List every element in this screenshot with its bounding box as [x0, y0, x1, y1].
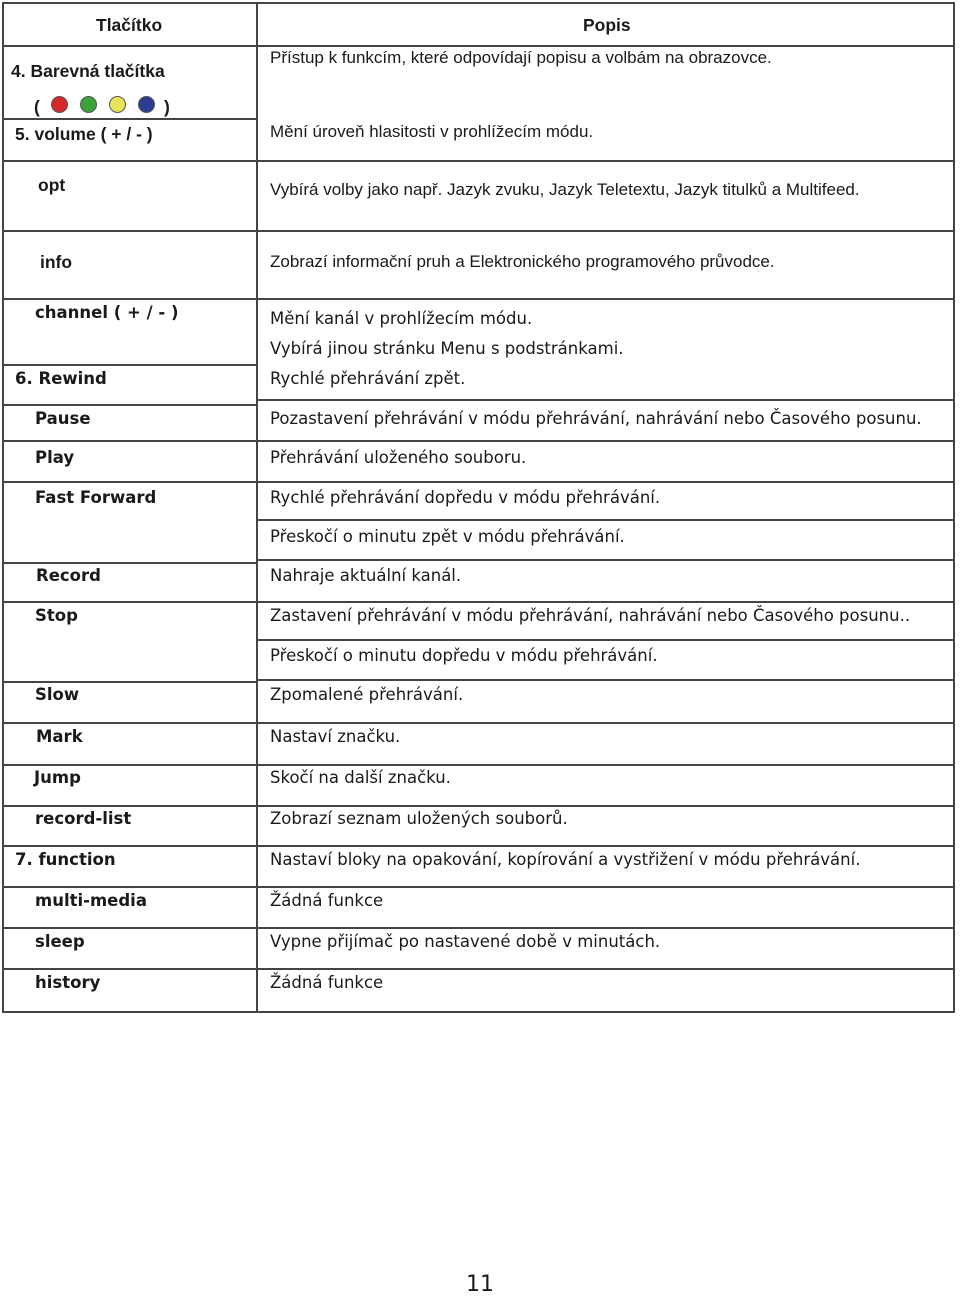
row-divider: [2, 160, 955, 162]
row-divider: [2, 968, 955, 970]
row-divider: [2, 886, 955, 888]
colored-buttons-description: Přístup k funkcím, které odpovídají popisu a volbám na obrazovce.: [270, 48, 772, 67]
pause-label: Pause: [35, 409, 91, 428]
row-divider: [2, 298, 955, 300]
history-description: Žádná funkce: [270, 973, 384, 992]
sleep-description: Vypne přijímač po nastavené době v minutách.: [270, 932, 661, 951]
pause-description: Pozastavení přehrávání v módu přehrávání, nahrávání nebo Časového posunu.: [270, 409, 922, 428]
rewind-label: 6. Rewind: [15, 369, 107, 388]
row-divider: [2, 722, 955, 724]
fast-forward-label: Fast Forward: [35, 488, 157, 507]
mark-description: Nastaví značku.: [270, 727, 401, 746]
row-divider: [256, 519, 955, 521]
volume-label: 5. volume ( + / - ): [15, 124, 153, 144]
row-divider: [256, 399, 955, 401]
mark-label: Mark: [36, 727, 83, 746]
play-description: Přehrávání uloženého souboru.: [270, 448, 527, 467]
jump-description: Skočí na další značku.: [270, 768, 451, 787]
close-paren: ): [164, 97, 170, 117]
opt-label: opt: [38, 175, 66, 195]
channel-description-2: Vybírá jinou stránku Menu s podstránkami.: [270, 339, 624, 358]
row-divider: [2, 927, 955, 929]
skip-back-description: Přeskočí o minutu zpět v módu přehrávání.: [270, 527, 625, 546]
row-divider: [2, 601, 955, 603]
yellow-button-icon: [109, 96, 126, 113]
blue-button-icon: [138, 96, 155, 113]
volume-description: Mění úroveň hlasitosti v prohlížecím módu.: [270, 122, 594, 141]
column-header-description: Popis: [583, 15, 631, 35]
row-divider: [256, 559, 955, 561]
row-divider: [2, 481, 955, 483]
rewind-description: Rychlé přehrávání zpět.: [270, 369, 466, 388]
row-divider: [2, 681, 258, 683]
row-divider: [256, 679, 955, 681]
opt-description: Vybírá volby jako např. Jazyk zvuku, Jazyk Teletextu, Jazyk titulků a Multifeed.: [270, 180, 860, 199]
history-label: history: [35, 973, 101, 992]
column-header-button: Tlačítko: [96, 15, 163, 35]
column-divider: [256, 2, 258, 1013]
row-divider: [2, 562, 258, 564]
stop-description: Zastavení přehrávání v módu přehrávání, nahrávání nebo Časového posunu..: [270, 606, 911, 625]
skip-forward-description: Přeskočí o minutu dopředu v módu přehrávání.: [270, 646, 658, 665]
row-divider: [2, 118, 258, 120]
multi-media-description: Žádná funkce: [270, 891, 384, 910]
red-button-icon: [51, 96, 68, 113]
colored-buttons-label: 4. Barevná tlačítka: [11, 61, 165, 81]
header-divider: [2, 45, 955, 47]
row-divider: [2, 364, 258, 366]
sleep-label: sleep: [35, 932, 85, 951]
multi-media-label: multi-media: [35, 891, 147, 910]
play-label: Play: [35, 448, 75, 467]
slow-label: Slow: [35, 685, 80, 704]
channel-description-1: Mění kanál v prohlížecím módu.: [270, 309, 533, 328]
record-list-label: record-list: [35, 809, 132, 828]
function-label: 7. function: [15, 850, 116, 869]
function-description: Nastaví bloky na opakování, kopírování a vystřižení v módu přehrávání.: [270, 850, 861, 869]
row-divider: [2, 404, 258, 406]
page-number: 11: [466, 1272, 494, 1297]
info-label: info: [40, 252, 73, 272]
record-description: Nahraje aktuální kanál.: [270, 566, 462, 585]
fast-forward-description: Rychlé přehrávání dopředu v módu přehrávání.: [270, 488, 661, 507]
row-divider: [2, 764, 955, 766]
slow-description: Zpomalené přehrávání.: [270, 685, 464, 704]
record-list-description: Zobrazí seznam uložených souborů.: [270, 809, 568, 828]
row-divider: [2, 805, 955, 807]
row-divider: [2, 440, 955, 442]
row-divider: [2, 230, 955, 232]
record-label: Record: [36, 566, 101, 585]
info-description: Zobrazí informační pruh a Elektronického programového průvodce.: [270, 252, 775, 271]
row-divider: [2, 845, 955, 847]
green-button-icon: [80, 96, 97, 113]
jump-label: Jump: [34, 768, 81, 787]
open-paren: (: [34, 97, 40, 117]
row-divider: [256, 639, 955, 641]
channel-label: channel ( + / - ): [35, 303, 179, 322]
stop-label: Stop: [35, 606, 78, 625]
